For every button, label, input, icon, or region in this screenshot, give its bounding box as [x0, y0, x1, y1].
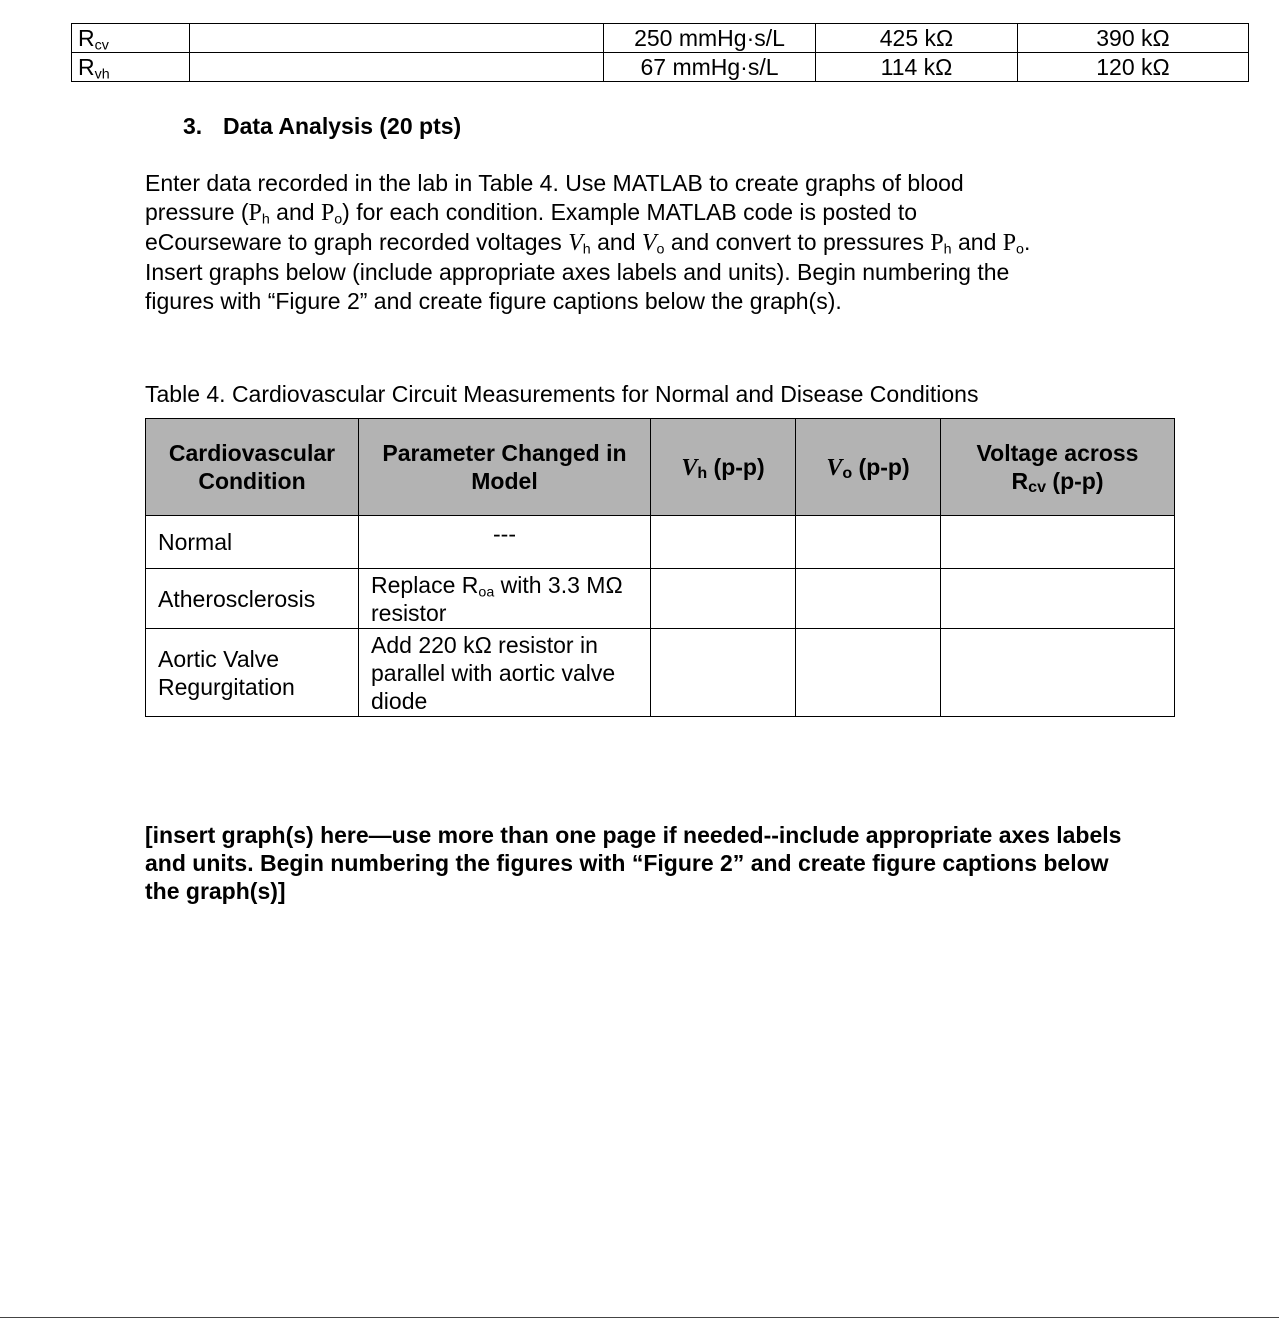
page-divider	[0, 1317, 1279, 1318]
section-number: 3.	[183, 113, 203, 139]
paragraph-line: figures with “Figure 2” and create figure captions below the graph(s).	[145, 288, 842, 314]
column-header-parameter: Parameter Changed in Model	[359, 419, 651, 516]
blank-cell[interactable]	[190, 53, 604, 82]
parameter-cell: Add 220 kΩ resistor in parallel with aortic valve diode	[359, 629, 651, 717]
parameter-cell: Replace $R_{oa}$ with 3.3 MΩ resistor	[359, 569, 651, 629]
vo-input-cell[interactable]	[796, 629, 941, 717]
resistance-table	[71, 23, 1249, 82]
physiological-value: 250 mmHg·s/L	[604, 24, 816, 53]
vh-input-cell[interactable]	[651, 569, 796, 629]
resistor-value: 390 kΩ	[1018, 24, 1249, 53]
condition-cell: Atherosclerosis	[146, 569, 359, 629]
table-caption: Table 4. Cardiovascular Circuit Measurements for Normal and Disease Conditions	[145, 381, 979, 407]
instructions-paragraph	[145, 169, 1145, 316]
table-row	[146, 516, 1175, 569]
column-header-vo: Vo (p-p)	[796, 419, 941, 516]
paragraph-line: Enter data recorded in the lab in Table 4. Use MATLAB to create graphs of blood	[145, 170, 964, 196]
resistor-value: 120 kΩ	[1018, 53, 1249, 82]
vh-input-cell[interactable]	[651, 629, 796, 717]
parameter-cell: ---	[359, 516, 651, 569]
vh-input-cell[interactable]	[651, 516, 796, 569]
section-heading	[183, 113, 461, 140]
instruction-line: the graph(s)]	[145, 878, 286, 904]
instruction-line: [insert graph(s) here—use more than one page if needed--include appropriate axes labels	[145, 822, 1122, 848]
condition-cell: Aortic Valve Regurgitation	[146, 629, 359, 717]
table-row	[146, 629, 1175, 717]
column-header-voltage-rcv: Voltage across Rcv (p-p)	[941, 419, 1175, 516]
table-row	[72, 24, 1249, 53]
column-header-vh: Vh (p-p)	[651, 419, 796, 516]
paragraph-line: eCourseware to graph recorded voltages $V_h$ and $V_o$ and convert to pressures $P_h$ and $P_o$.	[145, 229, 1031, 258]
section-title: Data Analysis (20 pts)	[223, 113, 462, 139]
resistor-value: 114 kΩ	[816, 53, 1018, 82]
table-row	[72, 53, 1249, 82]
rcv-input-cell[interactable]	[941, 569, 1175, 629]
resistor-value: 425 kΩ	[816, 24, 1018, 53]
physiological-value: 67 mmHg·s/L	[604, 53, 816, 82]
header-row	[146, 419, 1175, 516]
paragraph-line: pressure ($P_h$ and $P_o$) for each condition. Example MATLAB code is posted to	[145, 199, 918, 228]
paragraph-line: Insert graphs below (include appropriate axes labels and units). Begin numbering the	[145, 259, 1010, 285]
rcv-input-cell[interactable]	[941, 516, 1175, 569]
table-row	[146, 569, 1175, 629]
column-header-condition: Cardiovascular Condition	[146, 419, 359, 516]
rcv-input-cell[interactable]	[941, 629, 1175, 717]
vo-input-cell[interactable]	[796, 569, 941, 629]
instruction-line: and units. Begin numbering the figures with “Figure 2” and create figure captions below	[145, 850, 1109, 876]
row-label: $R_{cv}$	[72, 24, 190, 53]
row-label: $R_{vh}$	[72, 53, 190, 82]
insert-graph-instruction	[145, 821, 1185, 905]
condition-cell: Normal	[146, 516, 359, 569]
blank-cell[interactable]	[190, 24, 604, 53]
vo-input-cell[interactable]	[796, 516, 941, 569]
measurement-table	[145, 418, 1175, 717]
